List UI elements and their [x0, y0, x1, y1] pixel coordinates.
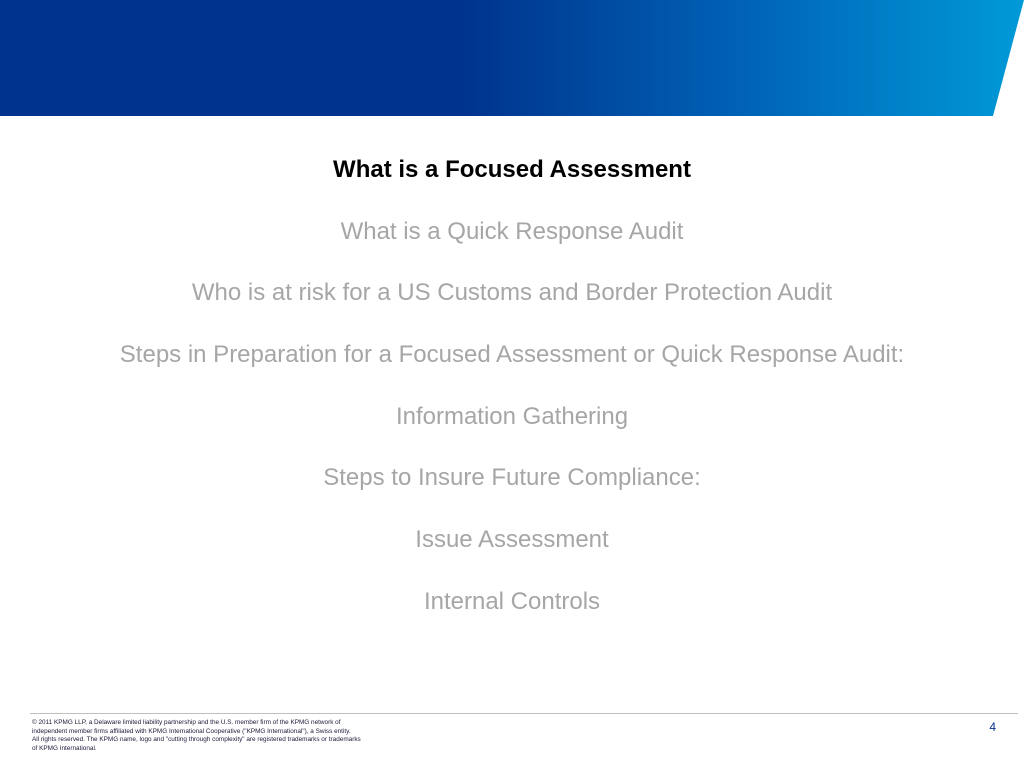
- header-banner-shape: [0, 0, 1024, 116]
- copyright-line: © 2011 KPMG LLP, a Delaware limited liability partnership and the U.S. member firm of the KPMG network of: [32, 719, 341, 726]
- agenda-item-quick-response-audit: What is a Quick Response Audit: [340, 217, 684, 245]
- page-number: 4: [989, 720, 996, 734]
- agenda-item-issue-assessment: Issue Assessment: [415, 526, 609, 554]
- footer-divider: [30, 713, 1018, 714]
- copyright-line: All rights reserved. The KPMG name, logo and "cutting through complexity" are registered trademarks or trademarks: [32, 736, 361, 744]
- agenda-list: [0, 148, 1024, 642]
- agenda-item-future-compliance: Steps to Insure Future Compliance:: [323, 464, 701, 492]
- agenda-item-who-is-at-risk: Who is at risk for a US Customs and Border Protection Audit: [191, 279, 833, 307]
- copyright-line: independent member firms affiliated with KPMG International Cooperative ("KPMG International"), a Swiss entity.: [32, 727, 351, 735]
- copyright-notice: [32, 719, 392, 753]
- copyright-line: of KPMG International.: [32, 744, 97, 752]
- agenda-item-focused-assessment: What is a Focused Assessment: [333, 156, 691, 183]
- agenda-item-steps-in-preparation: Steps in Preparation for a Focused Assessment or Quick Response Audit:: [119, 341, 905, 369]
- header-banner: [0, 0, 1024, 116]
- agenda-item-internal-controls: Internal Controls: [423, 587, 601, 615]
- agenda-item-information-gathering: Information Gathering: [395, 402, 629, 430]
